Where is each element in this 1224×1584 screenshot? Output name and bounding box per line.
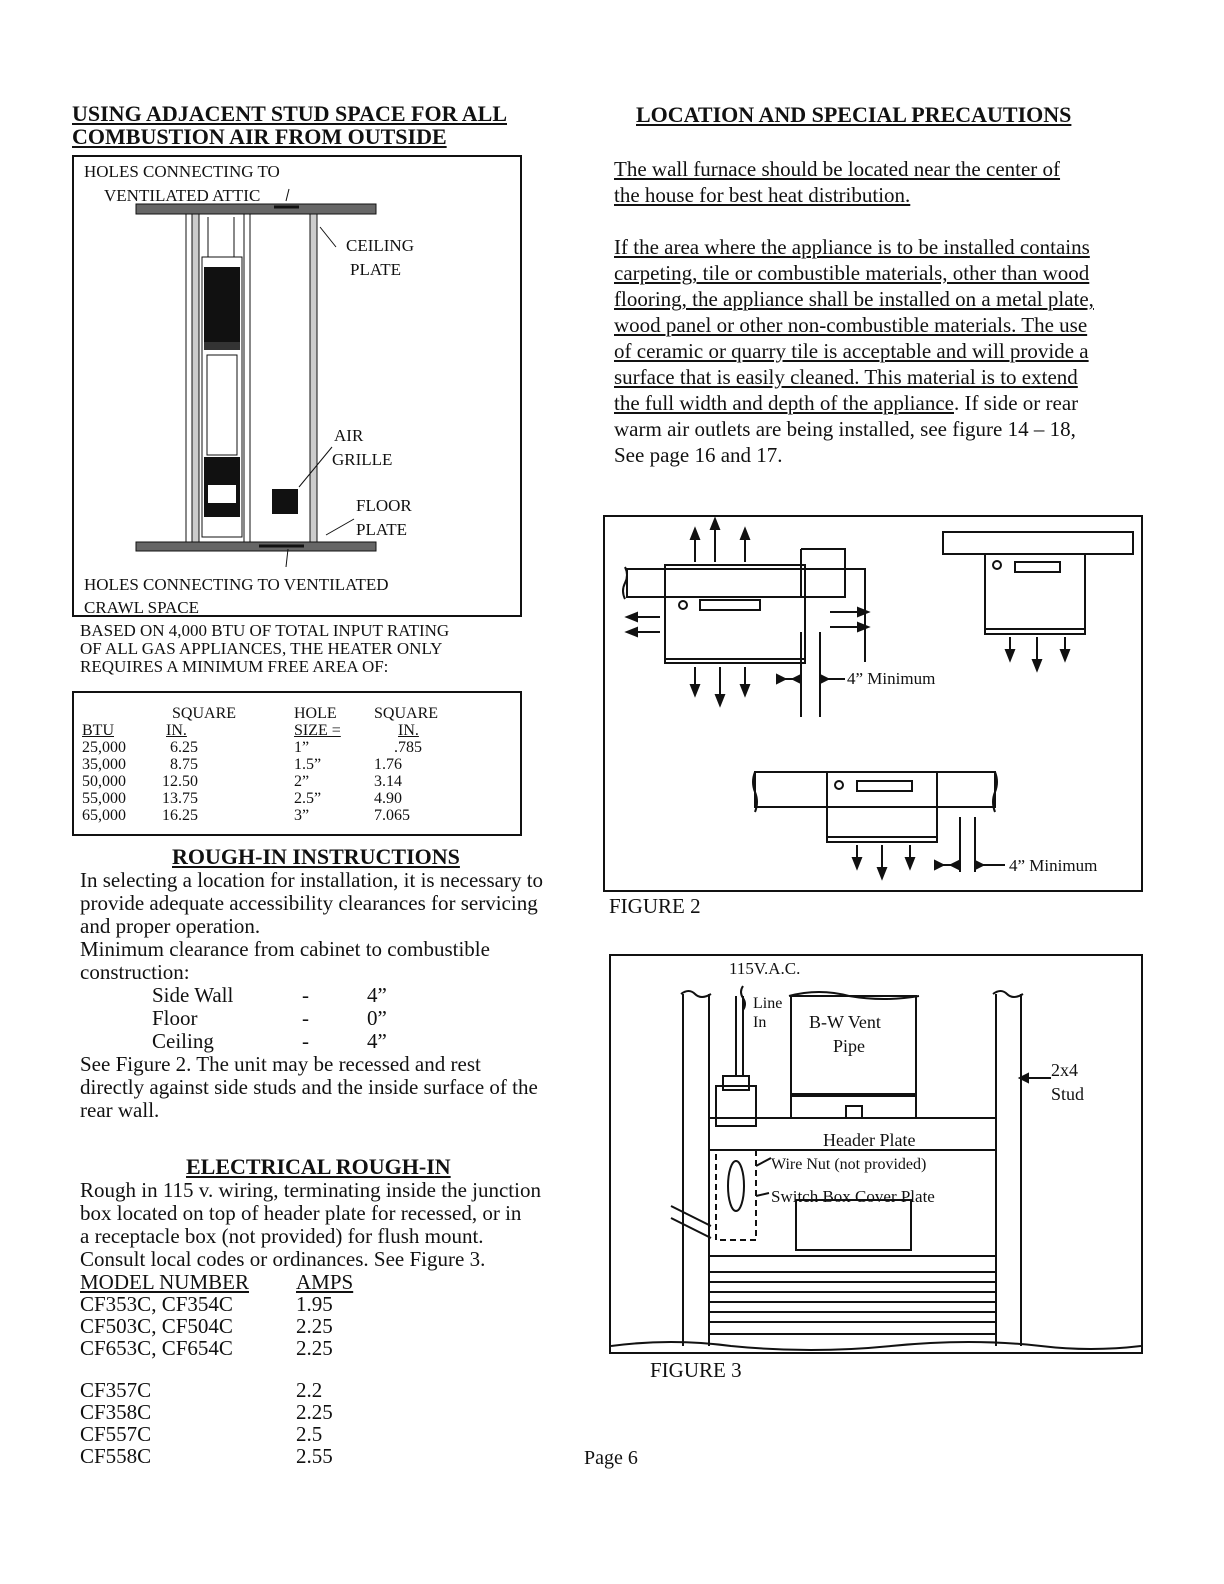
- floor-plate-graphic: [136, 542, 376, 551]
- model-row: CF503C, CF504C 2.25: [80, 1314, 333, 1338]
- btu-note: BASED ON 4,000 BTU OF TOTAL INPUT RATING OF ALL GAS APPLIANCES, THE HEATER ONLY REQUIRES A MINIMUM FREE AREA OF:: [80, 621, 450, 676]
- model-row: CF653C, CF654C 2.25: [80, 1336, 333, 1360]
- fig1-air-label-2: GRILLE: [332, 450, 393, 469]
- figure-2-clearances: [603, 515, 1143, 892]
- fig1-air-label-1: AIR: [334, 426, 364, 445]
- table-header-row: SQUARE HOLE SQUARE: [172, 705, 439, 722]
- fig3-vent-label-1: B-W Vent: [809, 1012, 881, 1032]
- location-text: The wall furnace should be located near the center of the house for best heat distribution. If the area where the appliance is to be installed contains carpeting, tile or combustible materials, other than wood flooring, the appliance shall be installed on a metal plate, wood panel or other non-combustible materials. The use of ceramic or quarry tile is acceptable and will provide a surface that is easily cleaned. This material is to extend the full width and depth of the appliance. If side or rear warm air outlets are being installed, see figure 14 – 18, See page 16 and 17.: [614, 157, 1094, 467]
- fig2-min-label-2: 4” Minimum: [1009, 856, 1098, 875]
- model-row: CF358C 2.25: [80, 1400, 333, 1424]
- fig1-crawl-label-1: HOLES CONNECTING TO VENTILATED: [84, 575, 389, 594]
- clearance-diagram: [605, 517, 1141, 890]
- figure-3-electrical: [609, 954, 1143, 1354]
- fig1-crawl-label-2: CRAWL SPACE: [84, 598, 199, 615]
- page-number: Page 6: [584, 1447, 638, 1469]
- air-grille-graphic: [272, 489, 298, 514]
- table-header-row: BTU IN. SIZE = IN.: [82, 722, 419, 739]
- clearance-row: Side Wall - 4”: [152, 983, 387, 1007]
- table-row: 55,000 13.75 2.5” 4.90: [82, 790, 402, 807]
- model-row: CF557C 2.5: [80, 1422, 323, 1446]
- fig3-wirenut-label: Wire Nut (not provided): [771, 1156, 927, 1173]
- fig1-ceiling-label-2: PLATE: [350, 260, 401, 279]
- fig1-attic-label-1: HOLES CONNECTING TO: [84, 162, 280, 181]
- fig1-ceiling-label-1: CEILING: [346, 236, 414, 255]
- stud-space-heading: USING ADJACENT STUD SPACE FOR ALL COMBUSTION AIR FROM OUTSIDE: [72, 101, 507, 149]
- fig2-min-label-1: 4” Minimum: [847, 669, 936, 688]
- table-row: 50,000 12.50 2” 3.14: [82, 773, 402, 790]
- table-row: 65,000 16.25 3” 7.065: [82, 807, 410, 824]
- table-row: 25,000 6.25 1” .785: [82, 739, 422, 756]
- model-row: CF353C, CF354C 1.95: [80, 1292, 333, 1316]
- fig3-line-label-2: In: [753, 1014, 767, 1031]
- model-table-header: MODEL NUMBER AMPS: [80, 1270, 354, 1294]
- figure-3-caption: FIGURE 3: [650, 1358, 742, 1382]
- table-row: 35,000 8.75 1.5” 1.76: [82, 756, 402, 773]
- ceiling-plate-graphic: [136, 204, 376, 214]
- electrical-heading: ELECTRICAL ROUGH-IN: [186, 1154, 451, 1179]
- figure-2-caption: FIGURE 2: [609, 894, 701, 918]
- fig3-vac-label: 115V.A.C.: [729, 959, 801, 978]
- fig3-line-label-1: Line: [753, 995, 783, 1012]
- fig3-header-label: Header Plate: [823, 1130, 916, 1150]
- rough-in-heading: ROUGH-IN INSTRUCTIONS: [172, 844, 460, 869]
- clearance-row: Ceiling - 4”: [152, 1029, 387, 1053]
- fig3-vent-label-2: Pipe: [833, 1036, 866, 1056]
- model-row: CF357C 2.2: [80, 1378, 323, 1402]
- electrical-diagram: [611, 956, 1141, 1352]
- hole-size-table-box: [72, 691, 522, 836]
- electrical-text: Rough in 115 v. wiring, terminating inside the junction box located on top of header plate for recessed, or in a receptacle box (not provided) for flush mount. Consult local codes or ordinances. See Figure 3. MODEL NUMBER AMPS CF353C, CF354C 1.95 CF503C, CF504C 2.25 CF653C, CF654C 2.25 CF357C 2.2 CF358C 2.25 CF557C 2.5 CF558C 2.55: [80, 1179, 575, 1467]
- fig3-switchbox-label: Switch Box Cover Plate: [771, 1187, 935, 1206]
- fig1-floor-label-2: PLATE: [356, 520, 407, 539]
- fig3-stud-label-2: Stud: [1051, 1084, 1085, 1104]
- stud-space-diagram: [74, 157, 520, 615]
- clearance-row: Floor - 0”: [152, 1006, 387, 1030]
- fig3-stud-label-1: 2x4: [1051, 1060, 1078, 1080]
- fig1-attic-label-2: VENTILATED ATTIC: [104, 186, 261, 205]
- location-heading: LOCATION AND SPECIAL PRECAUTIONS: [636, 102, 1072, 127]
- fig1-floor-label-1: FLOOR: [356, 496, 412, 515]
- figure-1-stud-space: [72, 155, 522, 617]
- rough-in-text: In selecting a location for installation, it is necessary to provide adequate accessibility clearances for servicing and proper operation. Minimum clearance from cabinet to combustible construction: Side Wall - 4” Floor - 0” Ceiling - 4” See Figure 2. The unit may be recessed and rest directly against side studs and the inside surface of the rear wall.: [80, 869, 575, 1122]
- hole-size-table: [82, 705, 474, 824]
- model-row: CF558C 2.55: [80, 1444, 333, 1468]
